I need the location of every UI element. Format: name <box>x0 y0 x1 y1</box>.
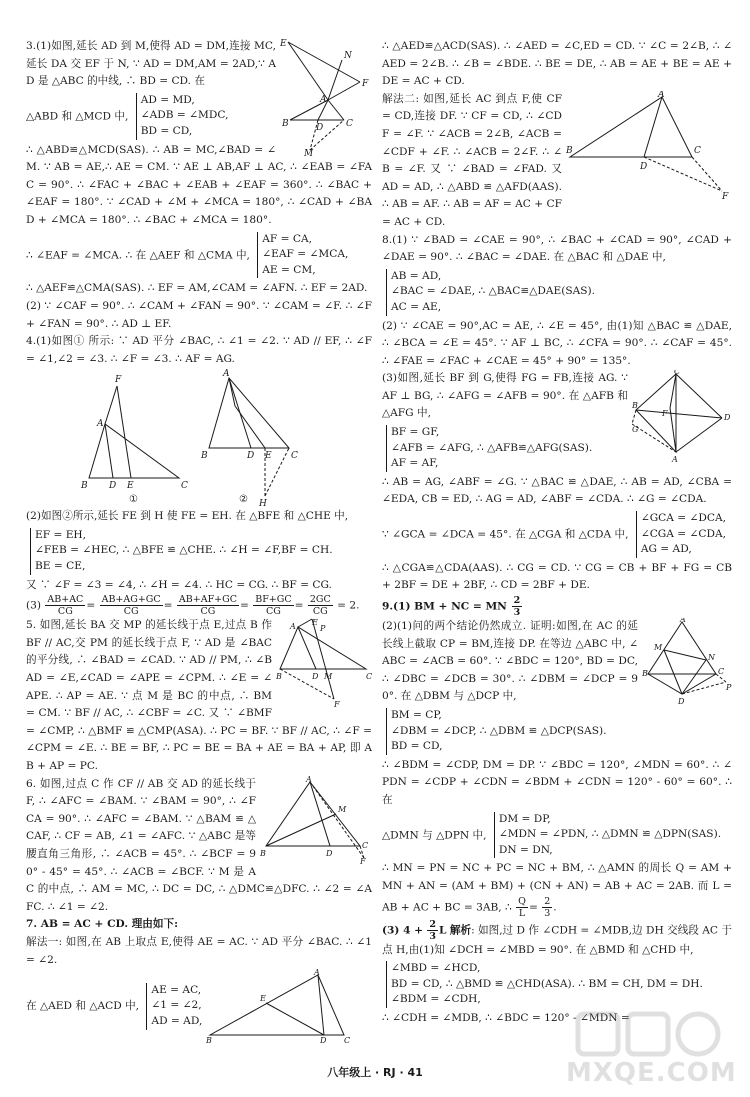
fraction: $\frac{BF+GC}{CG}$ <box>255 594 292 618</box>
problem-8 <box>382 232 732 595</box>
p3-text-c: ∴ △ABD≌△MCD(SAS). ∴ AB = MC,∠BAD = ∠M. ∵ AB = AE,∴ AE = CM. ∵ AE ⊥ AB,AF ⊥ AC, ∴ ∠EAB = ∠FAC = 90°. ∴ ∠FAC + ∠BAC + ∠EAB + ∠EAF = 360°. ∴ ∠BAC + ∠EAF = 180°. ∵ ∠CAD + ∠M + ∠MCA = 180°, ∴ ∠CAD + ∠BAD + ∠MCA = 180°. ∴ ∠BAC + ∠MCA = 180°. <box>26 143 372 226</box>
svg-text:M: M <box>654 643 663 652</box>
svg-text:F: F <box>115 375 122 386</box>
watermark <box>560 1008 740 1088</box>
sys-line: EF = EH, <box>35 528 87 541</box>
sys-line: DN = DN, <box>498 843 553 856</box>
sys-line: AG = AD, <box>640 543 692 556</box>
p7-text-b: 解法一: 如图,在 AB 上取点 E,使得 AE = AC. ∵ AD 平分 ∠BAC. ∴ ∠1 = ∠2. <box>26 935 372 966</box>
p8-text-b: (2) ∵ ∠CAE = 90°,AC = AE, ∴ ∠E = 45°, 由(1)知 △BAC ≌ △DAE, ∴ ∠BCA = ∠E = 45°. ∵ AF ⊥ BC, ∴ ∠CFA = 90°. ∴ ∠CAF = 45°. ∴ ∠FAE = ∠FAC + ∠CAE = 45° + 90° = 135°. <box>382 319 732 367</box>
svg-text:F: F <box>722 191 729 201</box>
svg-text:E: E <box>312 618 318 628</box>
fraction: $\frac{AB+AG+GC}{CG}$ <box>101 594 161 618</box>
sys-line: ∠BAC = ∠DAE, ∴ △BAC≌△DAE(SAS). <box>391 285 596 298</box>
svg-text:M: M <box>304 149 314 158</box>
p8-text-a: 8.(1) ∵ ∠BAD = ∠CAE = 90°, ∴ ∠BAC + ∠CAD = 90°, ∠CAD + ∠DAE = 90°. ∴ ∠BAC = ∠DAE. 在 △BAC 和 △DAE 中, <box>382 233 732 264</box>
sys-line: BD = CD, <box>391 740 443 753</box>
svg-text:B: B <box>260 848 266 858</box>
sys-line: AC = AE, <box>391 300 442 313</box>
svg-text:F: F <box>662 409 668 419</box>
p3-text-e: ∴ △AEF≌△CMA(SAS). ∴ EF = AM,∠CAM = ∠AFN. ∴ EF = 2AD. <box>26 282 368 295</box>
svg-text:D: D <box>319 1036 327 1044</box>
svg-text:C: C <box>674 370 681 377</box>
svg-text:B: B <box>282 119 289 129</box>
svg-text:A: A <box>672 455 678 463</box>
svg-text:B: B <box>276 672 282 682</box>
analysis-label: 解析 <box>449 924 472 936</box>
p4-text-b: (2)如图②所示,延长 FE 到 H 使 FE = EH. 在 △BFE 和 △CHE 中, <box>26 510 349 523</box>
right-column <box>382 38 732 1027</box>
problem-5 <box>26 617 372 775</box>
figure-problem-8 <box>632 370 732 462</box>
sys-line: ∠GCA = ∠DCA, <box>640 512 727 525</box>
svg-text:D: D <box>312 672 319 682</box>
p9-text-e: ∴ MN = PN = NC + PC = NC + BM, ∴ △AMN 的周长 Q = AM + MN + AN = (AM + BM) + (CN + AN) = AB + AC = 2AB. 而 L = AB + AC + BC = 3AB, ∴ $\frac{Q}{L}$ = $\frac{2}{3}$ . <box>382 862 732 919</box>
sys-line: AE = AC, <box>151 983 202 996</box>
sys-line: ∠FEB = ∠HEC, ∴ △BFE ≌ △CHE. ∴ ∠H = ∠F,BF = CH. <box>35 544 333 557</box>
fig2-label: ② <box>239 494 248 506</box>
fraction: $\frac{AB+AC}{CG}$ <box>47 594 84 618</box>
svg-text:N: N <box>708 653 715 662</box>
p6-text: 6. 如图,过点 C 作 CF // AB 交 AD 的延长线于 F, ∴ ∠AFC = ∠BAM. ∵ ∠BAM = 90°, ∴ ∠FCA = 90°. ∴ ∠AFC = ∠BAM. ∵ △BAM ≌ △CAF, ∴ CF = AB, ∠1 = ∠AFC. ∵ △ABC 是等腰直角三角形, ∴ ∠ACB = 45°. ∴ ∠BCF = 90° - 45° = 45°. ∴ ∠ACB = ∠BCF. ∵ M 是 AC 的中点, ∴ AM = MC, ∴ DC = DC, ∴ △DMC≌△DFC. ∴ ∠2 = ∠AFC. ∴ ∠1 = ∠2. <box>26 777 372 913</box>
svg-text:P: P <box>726 683 732 692</box>
p9-system-1 <box>386 708 606 755</box>
fraction: $\frac{AB+AF+GC}{CG}$ <box>178 594 237 618</box>
figure-problem-9 <box>642 618 732 704</box>
watermark-text: MXQE.COM <box>566 1058 737 1088</box>
svg-text:C: C <box>291 451 298 462</box>
sys-line: ∠EAF = ∠MCA, <box>262 248 349 261</box>
figure-problem-7-method-2 <box>566 91 732 201</box>
p3-text-a: 3.(1)如图,延长 AD 到 M,使得 AD = DM,连接 MC,延长 DA 交 EF 于 N, ∵ AD = DM,AM = 2AD,∵ AD 是 △ABC 的中线, ∴ BD = CD. 在 <box>26 40 276 88</box>
sys-line: ∠BDM = ∠CDH, <box>391 993 481 1006</box>
p4-text-d: (3) $\frac{AB+AC}{CG}$ = $\frac{AB+AG+GC}{CG}$ = $\frac{AB+AF+GC}{CG}$ = $\frac{BF+GC}{CG}$ = $\frac{2GC}{CG}$ = 2. <box>26 594 360 618</box>
svg-text:B: B <box>632 401 638 411</box>
p7b-text-a: ∴ △AED≌△ACD(SAS). ∴ ∠AED = ∠C,ED = CD. ∵ ∠C = 2∠B, ∴ ∠AED = 2∠B. ∴ ∠B = ∠BDE. ∴ BE = DE, ∴ AB = AE + BE = AE + DE = AC + CD. <box>382 40 732 88</box>
p8-system-3 <box>636 511 726 558</box>
svg-text:B: B <box>201 451 208 462</box>
p4-d-suffix: = 2. <box>337 599 360 612</box>
svg-text:F: F <box>334 700 340 710</box>
svg-text:D: D <box>109 481 117 492</box>
sys-line: AF = AF, <box>391 457 439 470</box>
svg-text:E: E <box>127 481 134 492</box>
p9-f-text: : 如图,过 D 作 ∠CDH = ∠MDB,边 DH 交线段 AC 于点 H,由(1)知 ∠DCH = ∠MBD = 90°. 在 △BMD 和 △CHD 中, <box>382 924 732 956</box>
sys-line: ∠ADB = ∠MDC, <box>140 109 229 122</box>
p4-text-a: 4.(1)如图① 所示: ∵ AD 平分 ∠BAC, ∴ ∠1 = ∠2. ∵ AD // EF, ∴ ∠F = ∠1,∠2 = ∠3. ∴ ∠F = ∠3. ∴ AF = AG. <box>26 335 372 365</box>
p9-f-prefix: (3) 4 + <box>382 924 424 936</box>
p3-system-2 <box>257 232 348 279</box>
p8-text-d: ∴ AB = AG, ∠ABF = ∠G. ∵ △BAC ≌ △DAE, ∴ AB = AD, ∠CBA = ∠EDA, CB = ED, ∴ AG = AD, ∠ABF = ∠CDA. ∴ ∠G = ∠CDA. <box>382 475 732 506</box>
problem-6 <box>26 776 372 917</box>
p9-text-g: ∴ ∠CDH = ∠MDB, ∴ ∠BDC = 120° - ∠MDN = <box>382 1011 630 1024</box>
problem-9 <box>382 595 732 1027</box>
sys-line: BE = CE, <box>35 560 86 573</box>
left-column <box>26 38 372 1043</box>
problem-3 <box>26 38 372 333</box>
problem-4 <box>26 333 372 617</box>
sys-line: ∠1 = ∠2, <box>151 999 202 1012</box>
figure-problem-6 <box>260 776 372 864</box>
svg-text:A: A <box>320 95 327 105</box>
svg-text:A: A <box>680 618 686 624</box>
fraction: $\frac{Q}{L}$ <box>518 895 526 919</box>
svg-text:A: A <box>290 622 296 632</box>
p8-text-c: (3)如图,延长 BF 到 G,使得 FG = FB,连接 AG. ∵ AF ⊥ BG, ∴ ∠AFG = ∠AFB = 90°. 在 △AFB 和 △AFG 中, <box>382 372 628 420</box>
svg-text:N: N <box>344 51 352 61</box>
p4-system <box>30 528 333 575</box>
sys-line: AD = AD, <box>151 1014 203 1027</box>
p4-d-prefix: (3) <box>26 599 42 612</box>
svg-text:D: D <box>316 123 324 133</box>
svg-text:A: A <box>306 775 312 784</box>
p7b-text-b: 解法二: 如图,延长 AC 到点 F,使 CF = CD,连接 DF. ∵ CF = CD, ∴ ∠CDF = ∠F. ∵ ∠ACB = 2∠B, ∠ACB = ∠CDF + ∠F. ∴ ∠ACB = 2∠F. ∴ ∠B = ∠F. 又 ∵ ∠BAD = ∠FAD. 又 AD = AD, ∴ △ABD ≌ △AFD(AAS). ∴ AB = AF. ∴ AB = AF = AC + CF = AC + CD. <box>382 92 562 228</box>
svg-text:D: D <box>326 848 333 858</box>
p9-text-f <box>382 919 732 960</box>
p7-system <box>146 983 202 1030</box>
p9-e-text: ∴ MN = PN = NC + PC = NC + BM, ∴ △AMN 的周长 Q = AM + MN + AN = (AM + BM) + (CN + AN) = AB + AC = 2AB. 而 L = AB + AC + BC = 3AB, ∴ <box>382 862 732 913</box>
p3-system-1 <box>136 93 229 140</box>
sys-line: AD = MD, <box>140 93 195 106</box>
svg-text:C: C <box>362 840 369 850</box>
svg-text:D: D <box>247 451 255 462</box>
p9-text-b: (2)(1)问的两个结论仍然成立. 证明:如图,在 AC 的延长线上截取 CP = BM,连接 DP. 在等边 △ABC 中, ∠ABC = ∠ACB = 60°. ∵ ∠BDC = 120°, BD = DC, ∴ ∠DBC = ∠DCB = 30°. ∴ ∠DBM = ∠DCP = 90°. 在 △DBM 与 △DCP 中, <box>382 620 638 703</box>
p9-system-2 <box>494 812 721 859</box>
svg-text:D: D <box>724 413 731 423</box>
p7-text-c: 在 △AED 和 △ACD 中, <box>26 1000 140 1013</box>
p3-text-d: ∴ ∠EAF = ∠MCA. ∴ 在 △AEF 和 △CMA 中, <box>26 248 250 261</box>
svg-text:F: F <box>360 856 366 864</box>
svg-text:C: C <box>181 481 188 492</box>
p4-text-c: 又 ∵ ∠F = ∠3 = ∠4, ∴ ∠H = ∠4. ∴ HC = CG. ∴ BF = CG. <box>26 578 332 591</box>
p8-system-2 <box>386 425 592 472</box>
p8-system-1 <box>386 269 595 316</box>
p7-text-a: 7. AB = AC + CD. 理由如下: <box>26 918 178 931</box>
page-footer: 八年级上 · RJ · 41 <box>327 1066 423 1079</box>
svg-text:A: A <box>97 419 104 430</box>
problem-7 <box>26 916 372 1043</box>
sys-line: BD = CD, ∴ △BMD ≌ △CHD(ASA). ∴ BM = CH, DM = DH. <box>391 977 703 990</box>
fig1-label: ① <box>129 494 138 506</box>
svg-text:B: B <box>642 669 648 678</box>
svg-text:E: E <box>259 994 266 1004</box>
p8-text-f: ∴ △CGA≌△CDA(AAS). ∴ CG = CD. ∵ CG = CB + BF + FG = CB + 2BF = DE + 2BF, ∴ CD = 2BF + DE. <box>382 561 732 592</box>
sys-line: ∠MBD = ∠HCD, <box>391 962 481 975</box>
sys-line: AB = AD, <box>391 269 442 282</box>
figure-problem-4 <box>79 368 319 508</box>
p9-f-suffix: L <box>439 924 447 936</box>
p3-text-b: △ABD 和 △MCD 中, <box>26 110 129 123</box>
svg-text:M: M <box>324 672 333 682</box>
p8-text-e: ∵ ∠GCA = ∠DCA = 45°. 在 △CGA 和 △CDA 中, <box>382 528 629 541</box>
svg-text:A: A <box>313 969 320 978</box>
svg-text:E: E <box>265 451 272 462</box>
svg-text:C: C <box>366 672 372 682</box>
sys-line: ∠AFB = ∠AFG, ∴ △AFB≌△AFG(SAS). <box>391 441 593 454</box>
fraction: $\frac{2}{3}$ <box>513 595 521 618</box>
sys-line: BD = CD, <box>140 124 193 137</box>
svg-text:F: F <box>362 79 369 89</box>
svg-text:E: E <box>280 39 287 49</box>
p9-text-a <box>382 595 732 618</box>
p9-system-3 <box>386 961 703 1008</box>
fraction: $\frac{2}{3}$ <box>544 895 551 919</box>
svg-text:G: G <box>632 425 639 435</box>
svg-text:A: A <box>223 369 230 380</box>
svg-text:B: B <box>566 145 573 156</box>
sys-line: AF = CA, <box>262 232 313 245</box>
p5-text: 5. 如图,延长 BA 交 MP 的延长线于点 E,过点 B 作 BF // AC,交 PM 的延长线于点 F, ∵ AD 是 ∠BAC 的平分线, ∴ ∠BAD = ∠CAD. ∵ AD // PM, ∴ ∠BAD = ∠E,∠CAD = ∠APE = ∠CPM. ∴ ∠E = ∠APE. ∴ AP = AE. ∵ 点 M 是 BC 的中点, ∴ BM = CM. ∵ BF // AC, ∴ ∠CBF = ∠C. 又 ∵ ∠BMF = ∠CMP, ∴ △BMF ≌ △CMP(ASA). ∴ PC = BF. ∵ BF // AC, ∴ ∠F = ∠CPM = ∠E. ∴ BE = BF, ∴ PC = BE = BA + AE = BA + AP, 即 AB + AP = PC. <box>26 619 372 772</box>
p9-a-prefix: 9.(1) BM + NC = MN <box>382 600 507 613</box>
svg-text:M: M <box>338 804 347 814</box>
p9-text-c: ∴ ∠BDM = ∠CDP, DM = DP. ∵ ∠BDC = 120°, ∠MDN = 60°. ∴ ∠PDN = ∠CDP + ∠CDN = ∠BDM + ∠CDN = 120° - 60° = 60°. ∴ 在 <box>382 758 732 806</box>
svg-text:C: C <box>343 1036 350 1044</box>
sys-line: ∠DBM = ∠DCP, ∴ △DBM ≌ △DCP(SAS). <box>391 724 607 737</box>
svg-text:C: C <box>346 119 353 129</box>
sys-line: DM = DP, <box>498 812 551 825</box>
figure-problem-5 <box>276 617 372 709</box>
sys-line: BM = CP, <box>391 708 442 721</box>
fraction: $\frac{2}{3}$ <box>429 918 437 942</box>
svg-text:H: H <box>259 499 267 509</box>
problem-7-continued <box>382 38 732 232</box>
svg-text:C: C <box>718 667 725 676</box>
sys-line: BF = GF, <box>391 426 440 439</box>
svg-text:B: B <box>81 481 88 492</box>
figure-problem-7 <box>206 969 356 1043</box>
watermark-logo-icon <box>574 1008 724 1062</box>
p3-text-f: (2) ∵ ∠CAF = 90°. ∴ ∠CAM + ∠FAN = 90°. ∵ ∠CAM = ∠F. ∴ ∠F + ∠FAN = 90°. ∴ AD ⊥ EF. <box>26 299 372 330</box>
p9-text-d: △DMN 与 △DPN 中, <box>382 828 487 841</box>
figure-problem-3 <box>280 38 372 158</box>
svg-text:P: P <box>320 624 326 634</box>
svg-text:D: D <box>640 161 648 172</box>
svg-text:B: B <box>205 1036 212 1044</box>
svg-text:C: C <box>694 145 701 156</box>
svg-text:A: A <box>658 90 665 100</box>
sys-line: AE = CM, <box>262 263 316 276</box>
sys-line: ∠CGA = ∠CDA, <box>640 527 727 540</box>
svg-text:D: D <box>678 697 685 704</box>
sys-line: ∠MDN = ∠PDN, ∴ △DMN ≌ △DPN(SAS). <box>498 828 722 841</box>
fraction: $\frac{2GC}{CG}$ <box>309 594 331 618</box>
